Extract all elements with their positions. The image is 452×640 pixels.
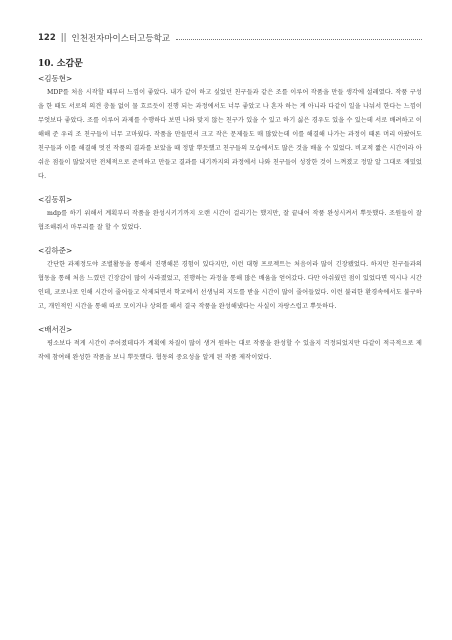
- dotted-leader-line: [176, 39, 422, 40]
- entry-bae-seojin: [38, 324, 422, 365]
- header-separator: ||: [60, 33, 67, 43]
- entry-text: mdp를 하기 위해서 계획부터 작품을 완성시키기까지 오랜 시간이 걸리기는 했지만, 잘 끝내어 작품 완성시켜서 뿌듯했다. 조원들이 잘 협조해줘서 마무리를 잘 할 수 있었다.: [38, 210, 422, 231]
- entry-author: <김하준>: [38, 246, 73, 255]
- school-name: 인천전자마이스터고등학교: [71, 34, 171, 44]
- entry-kim-hajun: [38, 245, 422, 314]
- entry-kim-donghyun: [38, 73, 422, 184]
- entry-text: 평소보다 적게 시간이 주어졌데다가 계획에 차질이 많이 생겨 원하는 대로 작품을 완성할 수 있을지 걱정되었지만 다같이 적극적으로 제작에 참여해 완성한 작품을 보니 뿌듯했다. 협동의 중요성을 알게 된 작품 제작이었다.: [38, 340, 422, 361]
- entry-author: <김동현>: [38, 74, 73, 83]
- page-number: 122: [38, 33, 56, 43]
- section-title: 10. 소감문: [38, 59, 83, 69]
- entry-text: 간단한 과제정도야 조별활동을 통해서 진행해본 경험이 있다지만, 이런 대형 프로젝트는 처음이라 많이 긴장됐었다. 하지만 친구들과의 협동을 통해 처음 느꼈던 긴장감이 많이 사라졌었고, 진행하는 과정을 통해 많은 배움을 얻어갔다. 다만 아쉬웠던 점이 있었다면 역시나 시간인데, 코로나로 인해 시간이 줄어들고 삭제되면서 학교에서 선생님의 지도를 받을 시간이 많이 줄어들었다. 이런 불리한 환경속에서도 불구하고, 개인적인 시간을 통해 따로 모이거나 상의를 해서 결국 작품을 완성해냈다는 사실이 자랑스럽고 뿌듯하다.: [38, 261, 422, 310]
- entry-text: MDP를 처음 시작할 때부터 느낌이 좋았다. 내가 같이 하고 싶었던 친구들과 같은 조를 이루어 작품을 만들 생각에 설레였다. 작품 구성을 한 때도 서로의 의견 충돌 없이 물 흐르듯이 진행 되는 과정에서도 너무 좋았고 나 혼자 하는 게 아니라 다같이 일을 나눠서 한다는 느낌이 무엇보다 좋았다. 조를 이루어 과제를 수행하다 보면 나와 맞지 않는 친구가 있을 수 있고 하기 싫은 경우도 있을 수 있는데 서로 배려하고 이해해 준 우리 조 친구들이 너무 고마웠다. 작품을 만들면서 크고 작은 문제들도 매 많았는데 이를 해결해 나가는 과정이 때론 머리 아팠어도 친구들과 이를 해결해 멋진 작품의 결과를 보았을 때 정말 뿌듯했고 친구들의 모습에서도 많은 것을 배울 수 있었다. 비교적 짧은 시간이라 아쉬운 점들이 많았지만 전체적으로 준비하고 만들고 결과를 내기까지의 과정에서 나와 친구들이 성장한 것이 느껴졌고 정말 알 그대로 재밌었다.: [38, 89, 422, 180]
- entry-author: <배서진>: [38, 325, 73, 334]
- page-header: [38, 31, 422, 45]
- entry-kim-donghwi: [38, 194, 422, 235]
- document-body: [38, 56, 422, 365]
- entry-author: <김동휘>: [38, 195, 73, 204]
